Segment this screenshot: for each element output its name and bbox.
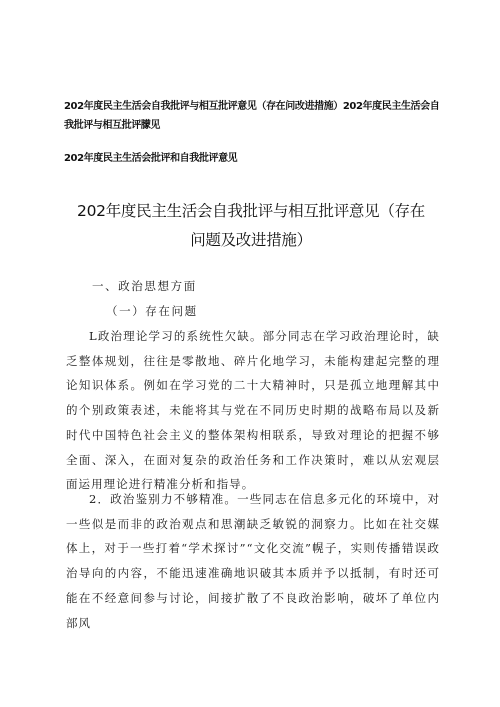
subsection-heading: （一）存在问题: [106, 304, 198, 318]
header-subtitle-line: 202年度民主生活会批评和自我批评意见: [64, 153, 238, 164]
body-paragraph-1: L政治理论学习的系统性欠缺。部分同志在学习政治理论时，缺乏整体规划，往往是零散地、碎片化地学习，未能构建起完整的理论知识体系。例如在学习党的二十大精神时，只是孤立地理解其中的个别政策表述，未能将其与党在不同历史时期的战略布局以及新时代中国特色社会主义的整体架构相联系，导致对理论的把握不够全面、深入，在面对复杂的政治任务和工作决策时，难以从宏观层面运用理论进行精准分析和指导。: [66, 329, 440, 492]
document-title: 202年度民主生活会自我批评与相互批评意见（存在问题及改进措施）: [77, 202, 425, 249]
section-heading: 一、政治思想方面: [92, 279, 197, 293]
body-paragraph-2: 2．政治鉴别力不够精准。一些同志在信息多元化的环境中，对一些似是而非的政治观点和思潮缺乏敏锐的洞察力。比如在社交媒体上，对于一些打着“学术探讨”“文化交流”幌子，实则传播错误政治导向的内容，不能迅速准确地识破其本质并予以抵制，有时还可能在不经意间参与讨论，间接扩散了不良政治影响，破坏了单位内部风: [66, 492, 440, 630]
header-title-line: 202年度民主生活会自我批评与相互批评意见（存在问改进措施）202年度民主生活会自我批评与相互批评朦见: [64, 101, 440, 131]
